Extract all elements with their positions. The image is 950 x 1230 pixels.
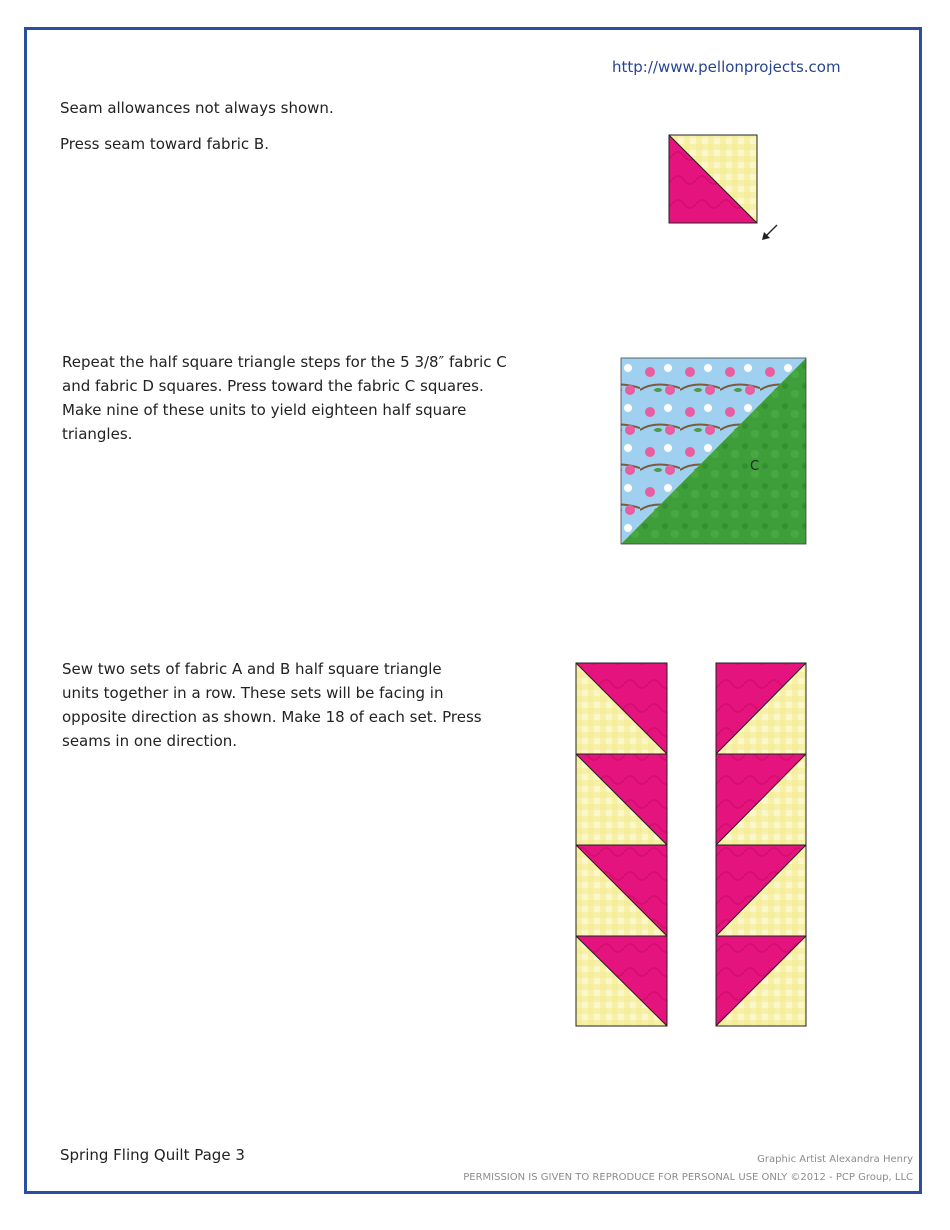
hst-press-diagram: [669, 135, 777, 240]
hst-row-left: [576, 663, 667, 1026]
website-url[interactable]: http://www.pellonprojects.com: [612, 58, 841, 76]
step-fabric-c-d: Repeat the half square triangle steps for the 5 3/8″ fabric C and fabric D squares. Press toward the fabric C squares. Make nine of these units to yield eighteen half square triangles.: [62, 353, 507, 443]
artist-credit: Graphic Artist Alexandra Henry: [757, 1154, 913, 1165]
press-arrow-icon: [762, 225, 777, 240]
fabric-c-label: C: [750, 459, 760, 474]
permission-notice: PERMISSION IS GIVEN TO REPRODUCE FOR PERSONAL USE ONLY ©2012 - PCP Group, LLC: [463, 1172, 913, 1183]
step-sew-rows: Sew two sets of fabric A and B half square triangle units together in a row. These sets will be facing in opposite direction as shown. Make 18 of each set. Press seams in one direction.: [62, 660, 482, 750]
press-seam-note: Press seam toward fabric B.: [60, 135, 269, 153]
hst-row-right: [716, 663, 806, 1026]
fabric-cd-square-diagram: [621, 358, 806, 544]
page-label: Spring Fling Quilt Page 3: [60, 1146, 245, 1164]
seam-allowance-note: Seam allowances not always shown.: [60, 99, 334, 117]
